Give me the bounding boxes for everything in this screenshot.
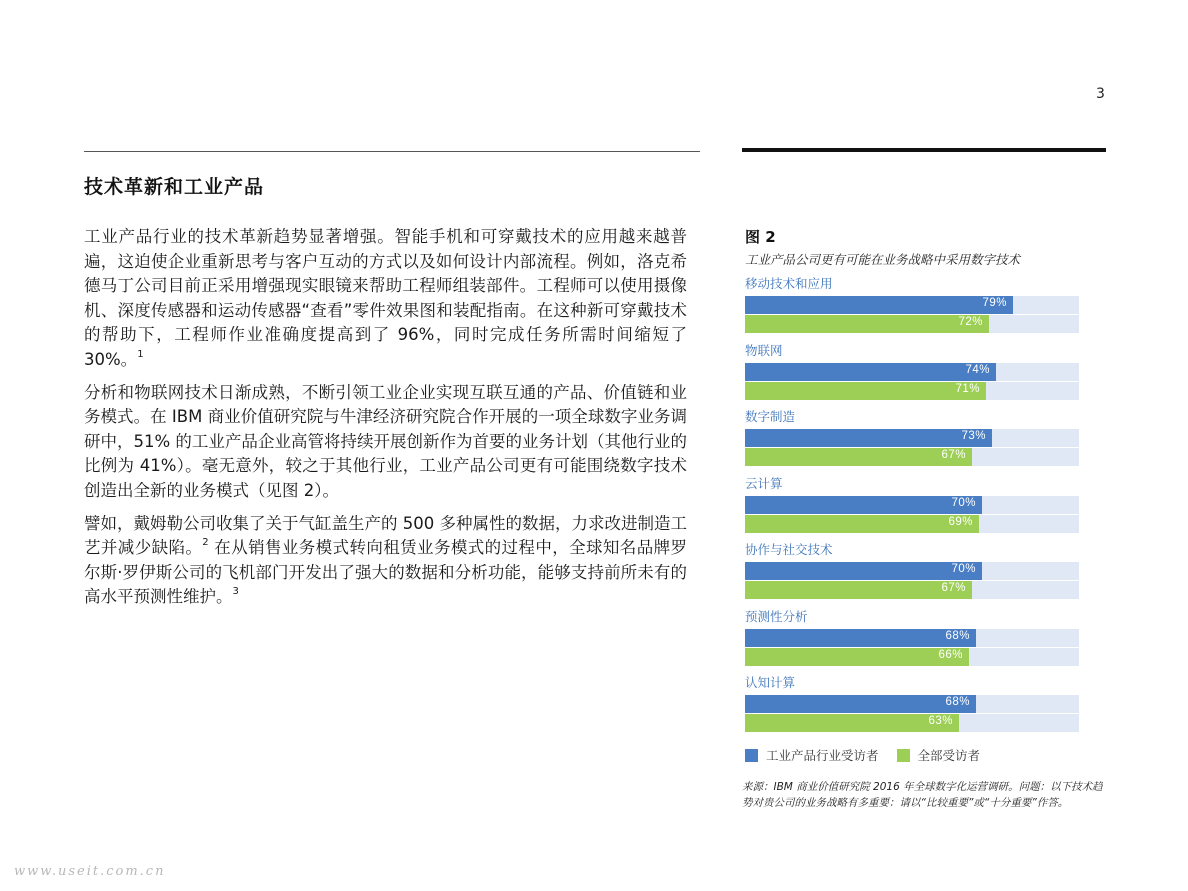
bar-industrial — [745, 496, 982, 514]
chart-group — [745, 542, 1081, 609]
bar-track — [745, 695, 1079, 713]
watermark: www.useit.com.cn — [14, 864, 166, 879]
bar-value-label: 69% — [948, 515, 973, 528]
bar-industrial — [745, 363, 996, 381]
divider-left — [84, 151, 700, 152]
bar-industrial — [745, 629, 976, 647]
bar-all — [745, 448, 972, 466]
footnote-ref-3: 3 — [232, 586, 239, 598]
bar-value-label: 68% — [945, 629, 970, 642]
category-label: 协作与社交技术 — [745, 542, 833, 557]
bar-value-label: 73% — [961, 430, 986, 442]
legend-label-all: 全部受访者 — [917, 748, 981, 763]
bar-track — [745, 515, 1079, 533]
paragraph-2 — [84, 381, 687, 504]
category-label: 预测性分析 — [745, 608, 808, 624]
bar-value-label: 70% — [951, 496, 976, 509]
paragraph-1-text: 工业产品行业的技术革新趋势显著增强。智能手机和可穿戴技术的应用越来越普遍，这迫使企业重新思考与客户互动的方式以及如何设计内部流程。例如，洛克希德马丁公司目前正采用增强现实眼镜来帮助工程师组装部件。工程师可以使用摄像机、深度传感器和运动传感器“查看”零件效果图和装配指南。在这种新可穿戴技术的帮助下，工程师作业准确度提高到了 96%，同时完成任务所需时间缩短了 30%。 — [84, 227, 687, 369]
bar-track — [745, 496, 1079, 514]
bar-value-label: 68% — [945, 696, 970, 708]
divider-right — [742, 148, 1106, 152]
legend-item-all — [897, 746, 981, 764]
bar-industrial — [745, 296, 1013, 314]
category-label: 云计算 — [745, 475, 783, 491]
paragraph-1 — [84, 225, 687, 373]
bar-all — [745, 581, 972, 599]
footnote-ref-1: 1 — [137, 348, 144, 360]
chart-group — [745, 476, 1081, 543]
bar-chart — [745, 276, 1081, 742]
category-label: 移动技术和应用 — [745, 276, 833, 291]
chart-group — [745, 276, 1081, 343]
source-note: 来源：IBM 商业价值研究院 2016 年全球数字化运营调研。问题：以下技术趋势对贵公司的业务战略有多重要：请以“比较重要”或“十分重要”作答。 — [742, 781, 1103, 809]
bar-value-label: 66% — [938, 648, 963, 661]
bar-track — [745, 714, 1079, 732]
legend-label-industrial: 工业产品行业受访者 — [766, 748, 879, 763]
category-label: 认知计算 — [745, 675, 796, 690]
bar-value-label: 79% — [982, 297, 1007, 309]
figure-label: 图 2 — [745, 228, 776, 246]
category-label: 物联网 — [745, 342, 783, 358]
bar-track — [745, 648, 1079, 666]
bar-track — [745, 581, 1079, 599]
bar-track — [745, 629, 1079, 647]
bar-value-label: 67% — [941, 582, 966, 594]
bar-all — [745, 515, 979, 533]
body-text — [84, 225, 687, 618]
bar-industrial — [745, 695, 976, 713]
bar-value-label: 74% — [965, 363, 990, 376]
category-label: 数字制造 — [745, 409, 796, 424]
paragraph-3 — [84, 512, 687, 610]
section-title: 技术革新和工业产品 — [84, 176, 265, 198]
chart-legend — [745, 746, 994, 765]
legend-item-industrial — [745, 746, 879, 764]
chart-group — [745, 609, 1081, 676]
bar-industrial — [745, 429, 992, 447]
paragraph-3-text: 譬如，戴姆勒公司收集了关于气缸盖生产的 500 多种属性的数据，力求改进制造工艺并减少缺陷。 — [84, 513, 687, 558]
bar-track — [745, 562, 1079, 580]
bar-all — [745, 382, 986, 400]
bar-all — [745, 714, 959, 732]
paragraph-3-tail: 在从销售业务模式转向租赁业务模式的过程中，全球知名品牌罗尔斯·罗伊斯公司的飞机部门开发出了强大的数据和分析功能，能够支持前所未有的高水平预测性维护。 — [84, 538, 688, 607]
bar-track — [745, 429, 1079, 447]
chart-group — [745, 675, 1081, 742]
bar-industrial — [745, 562, 982, 580]
paragraph-2-text: 分析和物联网技术日渐成熟，不断引领工业企业实现互联互通的产品、价值链和业务模式。在 IBM 商业价值研究院与牛津经济研究院合作开展的一项全球数字业务调研中，51% 的工业产品企业高管将持续开展创新作为首要的业务计划（其他行业的比例为 41%）。毫无意外，较之于其他行业，工业产品公司更有可能围绕数字技术创造出全新的业务模式（见图 2）。 — [84, 382, 687, 500]
bar-track — [745, 448, 1079, 466]
bar-track — [745, 315, 1079, 333]
bar-all — [745, 648, 969, 666]
chart-group — [745, 409, 1081, 476]
footnote-ref-2: 2 — [202, 537, 209, 549]
page-number: 3 — [1096, 86, 1105, 102]
bar-track — [745, 296, 1079, 314]
bar-track — [745, 363, 1079, 381]
chart-group — [745, 343, 1081, 410]
bar-all — [745, 315, 989, 333]
bar-value-label: 67% — [941, 449, 966, 461]
bar-value-label: 71% — [955, 382, 980, 395]
bar-value-label: 63% — [928, 715, 953, 727]
bar-track — [745, 382, 1079, 400]
bar-value-label: 72% — [958, 316, 983, 328]
bar-value-label: 70% — [951, 563, 976, 575]
legend-swatch-green — [897, 749, 910, 762]
legend-swatch-blue — [745, 749, 758, 762]
figure-caption: 工业产品公司更有可能在业务战略中采用数字技术 — [745, 252, 1021, 267]
